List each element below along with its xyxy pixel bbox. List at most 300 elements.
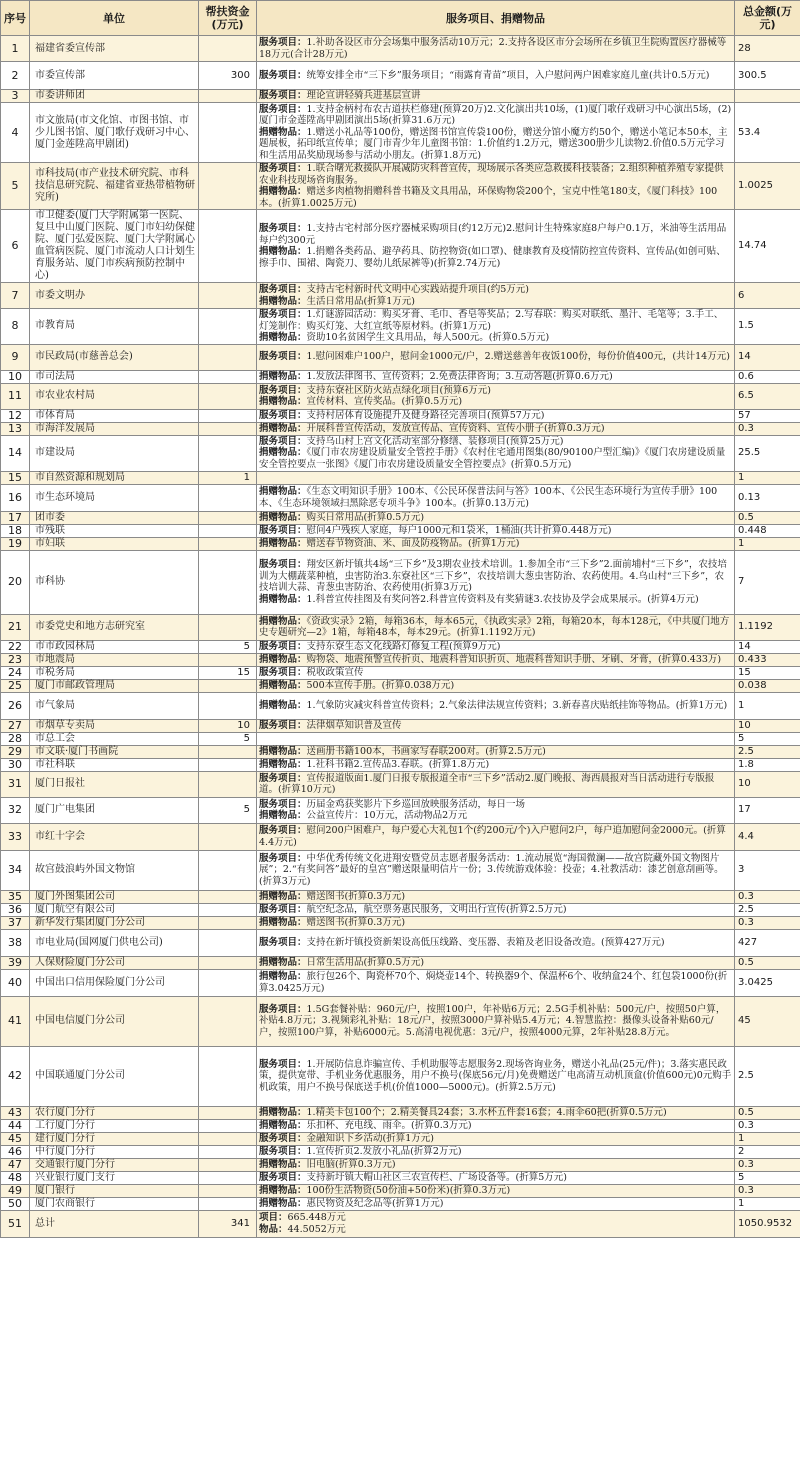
cell-items: 服务项目：1.宣传折页2.发放小礼品(折算2万元) xyxy=(257,1145,735,1158)
cell-total: 57 xyxy=(735,409,800,422)
table-row xyxy=(1,62,800,90)
cell-unit: 市委文明办 xyxy=(30,283,199,309)
cell-unit: 市生态环境局 xyxy=(30,484,199,511)
cell-no: 38 xyxy=(1,929,30,956)
cell-no: 49 xyxy=(1,1184,30,1197)
cell-no: 30 xyxy=(1,758,30,771)
table-row xyxy=(1,1119,800,1132)
table-body xyxy=(1,36,800,1238)
cell-fund xyxy=(199,344,257,370)
cell-fund xyxy=(199,823,257,850)
cell-no: 24 xyxy=(1,666,30,679)
cell-fund: 5 xyxy=(199,732,257,745)
cell-items: 服务项目：支持村居体育设施提升及健身路径完善项目(预算57万元) xyxy=(257,409,735,422)
table-row xyxy=(1,1197,800,1210)
cell-fund xyxy=(199,1119,257,1132)
cell-fund xyxy=(199,745,257,758)
cell-unit: 中行厦门分行 xyxy=(30,1145,199,1158)
cell-no: 15 xyxy=(1,471,30,484)
table-row xyxy=(1,90,800,103)
cell-fund xyxy=(199,956,257,969)
cell-no: 1 xyxy=(1,36,30,62)
cell-fund xyxy=(199,36,257,62)
cell-no: 4 xyxy=(1,103,30,163)
cell-fund xyxy=(199,309,257,345)
cell-total: 15 xyxy=(735,666,800,679)
cell-unit: 市社科联 xyxy=(30,758,199,771)
cell-fund xyxy=(199,903,257,916)
cell-no: 43 xyxy=(1,1106,30,1119)
cell-unit: 团市委 xyxy=(30,511,199,524)
cell-items: 服务项目：支持新圩镇大帽山社区三农宣传栏、广场设备等。(折算5万元) xyxy=(257,1171,735,1184)
cell-unit: 市委宣传部 xyxy=(30,62,199,90)
cell-total: 2.5 xyxy=(735,1046,800,1106)
cell-unit: 市建设局 xyxy=(30,435,199,471)
table-row xyxy=(1,1046,800,1106)
cell-no: 17 xyxy=(1,511,30,524)
cell-fund xyxy=(199,653,257,666)
table-row xyxy=(1,956,800,969)
cell-items: 服务项目：支持在新圩镇投资新架设高低压线路、变压器、表箱及老旧设备改造。(预算427万元) xyxy=(257,929,735,956)
cell-total: 300.5 xyxy=(735,62,800,90)
cell-total: 0.3 xyxy=(735,422,800,435)
cell-unit: 市委党史和地方志研究室 xyxy=(30,614,199,640)
cell-no: 9 xyxy=(1,344,30,370)
table-row xyxy=(1,103,800,163)
cell-no: 20 xyxy=(1,550,30,614)
cell-total: 1 xyxy=(735,1132,800,1145)
cell-total: 25.5 xyxy=(735,435,800,471)
cell-no: 11 xyxy=(1,383,30,409)
cell-unit: 市地震局 xyxy=(30,653,199,666)
cell-fund xyxy=(199,1145,257,1158)
cell-items: 服务项目：慰问4户残疾人家庭，每户1000元和1袋米，1桶油(共计折算0.448万元) xyxy=(257,524,735,537)
cell-fund xyxy=(199,90,257,103)
cell-total: 1.8 xyxy=(735,758,800,771)
cell-no: 7 xyxy=(1,283,30,309)
cell-no: 34 xyxy=(1,850,30,890)
table-row xyxy=(1,679,800,692)
cell-items: 捐赠物品：100份生活物资(50份油+50份米)(折算0.3万元) xyxy=(257,1184,735,1197)
cell-unit: 厦门日报社 xyxy=(30,771,199,797)
cell-no: 48 xyxy=(1,1171,30,1184)
cell-unit: 市烟草专卖局 xyxy=(30,719,199,732)
cell-fund xyxy=(199,1184,257,1197)
cell-fund xyxy=(199,1106,257,1119)
table-row xyxy=(1,383,800,409)
cell-items: 服务项目：支持古宅村新时代文明中心实践站提升项目(约5万元) 捐赠物品：生活日常用品(折算1万元) xyxy=(257,283,735,309)
cell-total: 45 xyxy=(735,996,800,1046)
cell-unit: 市自然资源和规划局 xyxy=(30,471,199,484)
cell-total: 6.5 xyxy=(735,383,800,409)
cell-fund xyxy=(199,1171,257,1184)
cell-unit: 福建省委宣传部 xyxy=(30,36,199,62)
table-row xyxy=(1,1210,800,1237)
cell-unit: 市司法局 xyxy=(30,370,199,383)
cell-fund xyxy=(199,409,257,422)
cell-total: 14 xyxy=(735,344,800,370)
cell-total: 7 xyxy=(735,550,800,614)
cell-unit: 工行厦门分行 xyxy=(30,1119,199,1132)
table-row xyxy=(1,1132,800,1145)
cell-total: 1050.9532 xyxy=(735,1210,800,1237)
table-row xyxy=(1,1184,800,1197)
cell-total: 5 xyxy=(735,732,800,745)
cell-fund xyxy=(199,422,257,435)
cell-items: 服务项目：税收政策宣传 xyxy=(257,666,735,679)
cell-fund: 5 xyxy=(199,797,257,823)
cell-total: 5 xyxy=(735,1171,800,1184)
cell-unit: 市农业农村局 xyxy=(30,383,199,409)
cell-no: 14 xyxy=(1,435,30,471)
cell-no: 42 xyxy=(1,1046,30,1106)
cell-no: 45 xyxy=(1,1132,30,1145)
cell-fund xyxy=(199,537,257,550)
cell-total: 1 xyxy=(735,1197,800,1210)
cell-fund xyxy=(199,210,257,283)
cell-fund xyxy=(199,679,257,692)
cell-total: 0.3 xyxy=(735,1184,800,1197)
table-row xyxy=(1,524,800,537)
cell-fund: 341 xyxy=(199,1210,257,1237)
cell-total: 1.1192 xyxy=(735,614,800,640)
cell-fund: 300 xyxy=(199,62,257,90)
cell-fund xyxy=(199,1046,257,1106)
table-row xyxy=(1,797,800,823)
cell-total: 1 xyxy=(735,471,800,484)
cell-items: 捐赠物品：1.精美卡包100个；2.精美餐具24套；3.水杯五件套16套；4.雨伞60把(折算0.5万元) xyxy=(257,1106,735,1119)
header-fund: 帮扶资金(万元) xyxy=(199,1,257,36)
cell-unit: 市税务局 xyxy=(30,666,199,679)
cell-items: 捐赠物品：《资政实录》2箱，每箱36本，每本65元，《执政实录》2箱，每箱20本，每本128元，《中共厦门地方史专题研究—2》1箱，每箱48本，每本29元。(折算1.1192万元) xyxy=(257,614,735,640)
cell-no: 21 xyxy=(1,614,30,640)
cell-no: 35 xyxy=(1,890,30,903)
cell-fund xyxy=(199,550,257,614)
cell-unit: 市残联 xyxy=(30,524,199,537)
cell-fund: 5 xyxy=(199,640,257,653)
cell-items: 捐赠物品：赠送图书(折算0.3万元) xyxy=(257,890,735,903)
cell-total: 10 xyxy=(735,719,800,732)
cell-items xyxy=(257,732,735,745)
cell-total: 3 xyxy=(735,850,800,890)
cell-unit: 中国电信厦门分公司 xyxy=(30,996,199,1046)
cell-no: 33 xyxy=(1,823,30,850)
table-row xyxy=(1,771,800,797)
table-row xyxy=(1,916,800,929)
table-row xyxy=(1,537,800,550)
cell-items: 服务项目：翔安区新圩镇共4场“三下乡”及3期农业技术培训。1.参加全市“三下乡”2.面前埔村“三下乡”，农技培训为大棚蔬菜种植，虫害防治3.东寮社区“三下乡”，农技培训大葱虫害防治、农药使用。4.乌山村“三下乡”，农技培训大蒜、青葱虫害防治、农药使用(折算3万元) 捐赠物品：1.科普宣传挂图及有奖问答2.科普宣传资料及有奖猜谜3.农技协及学会成果展示。(折算4万元) xyxy=(257,550,735,614)
cell-total: 17 xyxy=(735,797,800,823)
cell-fund: 10 xyxy=(199,719,257,732)
cell-no: 2 xyxy=(1,62,30,90)
cell-total: 14 xyxy=(735,640,800,653)
table-row xyxy=(1,850,800,890)
cell-items: 捐赠物品：惠民物资及纪念品等(折算1万元) xyxy=(257,1197,735,1210)
table-row xyxy=(1,732,800,745)
table-row xyxy=(1,614,800,640)
cell-total: 427 xyxy=(735,929,800,956)
cell-fund xyxy=(199,758,257,771)
cell-no: 51 xyxy=(1,1210,30,1237)
cell-items: 服务项目：支持东寮社区防火站点绿化项目(预算6万元) 捐赠物品：宣传材料、宣传奖品。(折算0.5万元) xyxy=(257,383,735,409)
cell-total: 0.3 xyxy=(735,1158,800,1171)
table-row xyxy=(1,996,800,1046)
cell-fund xyxy=(199,916,257,929)
cell-unit: 市科协 xyxy=(30,550,199,614)
cell-total: 0.3 xyxy=(735,890,800,903)
cell-items: 服务项目：1.联合曙光救援队开展减防灾科普宣传，现场展示各类应急救援科技装备；2.组织种植养殖专家提供农业科技现场咨询服务。 捐赠物品：赠送多肉植物捐赠科普书籍及文具用品，环保购物袋200个，宝克中性笔180支，《厦门科技》100本。(折算1.0025万元) xyxy=(257,163,735,210)
cell-total: 0.433 xyxy=(735,653,800,666)
cell-items: 服务项目：宣传报道版面1.厦门日报专版报道全市“三下乡”活动2.厦门晚报、海西晨报对当日活动进行专版报道。(折算10万元) xyxy=(257,771,735,797)
cell-no: 37 xyxy=(1,916,30,929)
table-row xyxy=(1,692,800,719)
cell-unit: 市总工会 xyxy=(30,732,199,745)
table-row xyxy=(1,309,800,345)
cell-no: 31 xyxy=(1,771,30,797)
table-row xyxy=(1,758,800,771)
cell-no: 16 xyxy=(1,484,30,511)
table-row xyxy=(1,370,800,383)
cell-fund xyxy=(199,283,257,309)
cell-items: 捐赠物品：赠送春节物资油、米、面及防疫物品。(折算1万元) xyxy=(257,537,735,550)
cell-total: 4.4 xyxy=(735,823,800,850)
cell-fund xyxy=(199,435,257,471)
cell-no: 3 xyxy=(1,90,30,103)
cell-items: 服务项目：慰问200户困难户，每户爱心大礼包1个(约200元/个)入户慰问2户，每户追加慰问金2000元。(折算4.4万元) xyxy=(257,823,735,850)
cell-no: 18 xyxy=(1,524,30,537)
cell-unit: 农行厦门分行 xyxy=(30,1106,199,1119)
table-row xyxy=(1,1106,800,1119)
cell-no: 46 xyxy=(1,1145,30,1158)
cell-no: 47 xyxy=(1,1158,30,1171)
header-no: 序号 xyxy=(1,1,30,36)
table-row xyxy=(1,823,800,850)
cell-unit: 市妇联 xyxy=(30,537,199,550)
cell-items: 服务项目：金融知识下乡活动(折算1万元) xyxy=(257,1132,735,1145)
cell-total: 0.038 xyxy=(735,679,800,692)
table-row xyxy=(1,903,800,916)
cell-items: 捐赠物品：1.气象防灾减灾科普宣传资料；2.气象法律法规宣传资料；3.新春喜庆贴纸挂饰等物品。(折算1万元) xyxy=(257,692,735,719)
cell-fund: 15 xyxy=(199,666,257,679)
table-row xyxy=(1,409,800,422)
table-row xyxy=(1,1171,800,1184)
cell-total: 53.4 xyxy=(735,103,800,163)
cell-fund xyxy=(199,103,257,163)
cell-items: 捐赠物品：购买日常用品(折算0.5万元) xyxy=(257,511,735,524)
cell-total: 3.0425 xyxy=(735,969,800,996)
table-row xyxy=(1,745,800,758)
cell-unit: 故宫鼓浪屿外国文物馆 xyxy=(30,850,199,890)
cell-unit: 总计 xyxy=(30,1210,199,1237)
cell-unit: 厦门农商银行 xyxy=(30,1197,199,1210)
cell-unit: 中国联通厦门分公司 xyxy=(30,1046,199,1106)
cell-total: 2 xyxy=(735,1145,800,1158)
cell-no: 12 xyxy=(1,409,30,422)
cell-no: 40 xyxy=(1,969,30,996)
cell-total: 0.13 xyxy=(735,484,800,511)
table-row xyxy=(1,210,800,283)
cell-unit: 市文旅局(市文化馆、市图书馆、市少儿图书馆、厦门歌仔戏研习中心、厦门金莲陞高甲剧团) xyxy=(30,103,199,163)
cell-items: 捐赠物品：日常生活用品(折算0.5万元) xyxy=(257,956,735,969)
cell-total: 0.6 xyxy=(735,370,800,383)
cell-items: 服务项目：支持东寮生态文化线路灯修复工程(预算9万元) xyxy=(257,640,735,653)
cell-items: 服务项目：中华优秀传统文化进翔安暨党员志愿者服务活动：1.流动展览“海国微澜——故宫院藏外国文物图片展”；2.“有奖问答”最好的皇宫”赠送限量明信片一份；3.传统游戏体验：投壶；4.社教活动：漆艺创意刮画等。(折算3万元) xyxy=(257,850,735,890)
table-row xyxy=(1,653,800,666)
cell-total: 1 xyxy=(735,537,800,550)
cell-unit: 市教育局 xyxy=(30,309,199,345)
table-row xyxy=(1,471,800,484)
cell-items: 捐赠物品：旧电脑(折算0.3万元) xyxy=(257,1158,735,1171)
cell-fund xyxy=(199,850,257,890)
cell-fund xyxy=(199,484,257,511)
cell-fund xyxy=(199,524,257,537)
cell-total: 0.5 xyxy=(735,511,800,524)
cell-no: 32 xyxy=(1,797,30,823)
table-row xyxy=(1,484,800,511)
table-row xyxy=(1,640,800,653)
table-row xyxy=(1,36,800,62)
cell-unit: 厦门广电集团 xyxy=(30,797,199,823)
cell-items: 服务项目：统筹安排全市“三下乡”服务项目；“雨露育青苗”项目，入户慰问两户困难家庭儿童(共计0.5万元) xyxy=(257,62,735,90)
table-row xyxy=(1,929,800,956)
cell-total: 0.3 xyxy=(735,916,800,929)
cell-unit: 厦门航空有限公司 xyxy=(30,903,199,916)
cell-no: 50 xyxy=(1,1197,30,1210)
cell-items: 项目：665.448万元 物品：44.5052万元 xyxy=(257,1210,735,1237)
cell-fund xyxy=(199,163,257,210)
cell-fund xyxy=(199,996,257,1046)
table-row xyxy=(1,719,800,732)
cell-total: 0.5 xyxy=(735,1106,800,1119)
header-total: 总金额(万元) xyxy=(735,1,800,36)
cell-unit: 市文联·厦门书画院 xyxy=(30,745,199,758)
cell-unit: 市卫健委(厦门大学附属第一医院、复旦中山厦门医院、厦门市妇幼保健院、厦门弘爱医院、厦门大学附属心血管病医院、厦门市流动人口计划生育服务站、厦门市疾病预防控制中心) xyxy=(30,210,199,283)
table-row xyxy=(1,422,800,435)
cell-total: 14.74 xyxy=(735,210,800,283)
cell-total: 0.448 xyxy=(735,524,800,537)
cell-unit: 兴业银行厦门支行 xyxy=(30,1171,199,1184)
header-unit: 单位 xyxy=(30,1,199,36)
table-row xyxy=(1,344,800,370)
table-header xyxy=(1,1,800,36)
cell-items: 服务项目：理论宣讲轻骑兵进基层宣讲 xyxy=(257,90,735,103)
cell-no: 23 xyxy=(1,653,30,666)
cell-no: 39 xyxy=(1,956,30,969)
table-row xyxy=(1,1145,800,1158)
cell-fund: 1 xyxy=(199,471,257,484)
cell-unit: 建行厦门分行 xyxy=(30,1132,199,1145)
cell-total: 2.5 xyxy=(735,745,800,758)
cell-items: 服务项目：1.支持金柄村布农古道扶栏修建(预算20万)2.文化演出共10场，(1)厦门歌仔戏研习中心演出5场，(2)厦门市金莲陞高甲剧团演出5场(折算31.6万元) 捐赠物品：1.赠送小礼品等100份，赠送图书馆宣传袋100份，赠送分馆小魔方约50个，赠送小笔记本50本，主题展板，拓印纸宣传单；厦门市青少年儿童图书馆：1.价值约1.2万元，赠送300册少儿读物2.价值0.5万元学习和生活用品奖励现场参与活动小朋友。(折算1.8万元) xyxy=(257,103,735,163)
cell-total: 1 xyxy=(735,692,800,719)
cell-total: 0.5 xyxy=(735,956,800,969)
cell-items xyxy=(257,471,735,484)
cell-unit: 中国出口信用保险厦门分公司 xyxy=(30,969,199,996)
cell-total: 10 xyxy=(735,771,800,797)
table-row xyxy=(1,435,800,471)
cell-items: 服务项目：1.支持古宅村部分医疗器械采购项目(约12万元)2.慰问计生特殊家庭8户每户0.1万，米油等生活用品每户约300元 捐赠物品：1.捐赠各类药品、避孕药具、防控物资(如口罩)、健康教育及疫情防控宣传资料、宣传品(如创可贴、擦手巾、围裙、陶瓷刀、婴幼儿纸尿裤等)(折算2.74万元) xyxy=(257,210,735,283)
table-row xyxy=(1,666,800,679)
cell-unit: 新华发行集团厦门分公司 xyxy=(30,916,199,929)
cell-total xyxy=(735,90,800,103)
table-row xyxy=(1,163,800,210)
cell-unit: 厦门外图集团公司 xyxy=(30,890,199,903)
cell-total: 1.5 xyxy=(735,309,800,345)
cell-items: 服务项目：法律烟草知识普及宣传 xyxy=(257,719,735,732)
cell-fund xyxy=(199,969,257,996)
cell-items: 捐赠物品：送画册书籍100本，书画家写春联200对。(折算2.5万元) xyxy=(257,745,735,758)
cell-items: 捐赠物品：500本宣传手册。(折算0.038万元) xyxy=(257,679,735,692)
cell-unit: 市民政局(市慈善总会) xyxy=(30,344,199,370)
cell-fund xyxy=(199,1197,257,1210)
cell-unit: 厦门银行 xyxy=(30,1184,199,1197)
cell-items: 服务项目：1.5G套餐补贴：960元/户，按照100户，年补贴6万元；2.5G手机补贴：500元/户，按照50户算，补贴4.8万元；3.视频彩礼补贴：18元/户，按照3000户算补贴5.4万元；4.智慧监控：摄像头设备补贴60元/户，按照100户算，补贴6000元。5.高清电视优惠：3元/户，按照4000元算，2年补贴28.8万元。 xyxy=(257,996,735,1046)
cell-items: 服务项目：1.灯谜游园活动：购买牙膏、毛巾、香皂等奖品；2.写春联：购买对联纸、墨汁、毛笔等；3.手工、灯笼制作：购买灯笼、大红宣纸等原材料。(折算1万元) 捐赠物品：资助10名贫困学生文具用品，每人500元。(折算0.5万元) xyxy=(257,309,735,345)
table-row xyxy=(1,550,800,614)
cell-unit: 市气象局 xyxy=(30,692,199,719)
cell-unit: 市委讲师团 xyxy=(30,90,199,103)
cell-items: 服务项目：1.开展防信息诈骗宣传、手机助服等志愿服务2.现场咨询业务，赠送小礼品(25元/件)；3.落实惠民政策，提供宽带、手机业务优惠服务，用户不换号(保底56元/月)免费赠送广电高清互动机顶盒(价值600元)0元购手机政策，用户不换号保底送手机(价值1000—5000元)。(折算2.5万元) xyxy=(257,1046,735,1106)
cell-unit: 市海洋发展局 xyxy=(30,422,199,435)
cell-items: 服务项目：1.补助各设区市分会场集中服务活动10万元；2.支持各设区市分会场所在乡镇卫生院购置医疗器械等18万元(合计28万元) xyxy=(257,36,735,62)
cell-fund xyxy=(199,1158,257,1171)
cell-items: 捐赠物品：1.社科书籍2.宣传品3.春联。(折算1.8万元) xyxy=(257,758,735,771)
cell-no: 28 xyxy=(1,732,30,745)
cell-no: 10 xyxy=(1,370,30,383)
cell-items: 捐赠物品：购物袋、地震预警宣传折页、地震科普知识折页、地震科普知识手册、牙刷、牙膏，(折算0.433万) xyxy=(257,653,735,666)
table-row xyxy=(1,969,800,996)
cell-no: 44 xyxy=(1,1119,30,1132)
cell-fund xyxy=(199,771,257,797)
cell-total: 1.0025 xyxy=(735,163,800,210)
cell-no: 8 xyxy=(1,309,30,345)
cell-no: 41 xyxy=(1,996,30,1046)
cell-fund xyxy=(199,890,257,903)
header-items: 服务项目、捐赠物品 xyxy=(257,1,735,36)
cell-unit: 市体育局 xyxy=(30,409,199,422)
cell-items: 服务项目：1.慰问困难户100户，慰问金1000元/户，2.赠送慈善年夜饭100份，每份价值400元，(共计14万元) xyxy=(257,344,735,370)
cell-fund xyxy=(199,1132,257,1145)
cell-items: 捐赠物品：《生态文明知识手册》100本、《公民环保普法问与答》100本、《公民生态环境行为宣传手册》100本、《生态环境领域扫黑除恶专项斗争》100本。(折算0.13万元) xyxy=(257,484,735,511)
cell-items: 服务项目：历届金鸡获奖影片下乡巡回放映服务活动，每日一场 捐赠物品：公益宣传片：10万元，活动物品2万元 xyxy=(257,797,735,823)
cell-items: 捐赠物品：开展科普宣传活动，发放宣传品、宣传资料、宣传小册子(折算0.3万元) xyxy=(257,422,735,435)
table-row xyxy=(1,283,800,309)
cell-no: 5 xyxy=(1,163,30,210)
cell-unit: 市科技局(市产业技术研究院、市科技信息研究院、福建省亚热带植物研究所) xyxy=(30,163,199,210)
cell-no: 13 xyxy=(1,422,30,435)
cell-total: 6 xyxy=(735,283,800,309)
cell-unit: 市红十字会 xyxy=(30,823,199,850)
cell-fund xyxy=(199,929,257,956)
cell-no: 26 xyxy=(1,692,30,719)
table-row xyxy=(1,511,800,524)
cell-no: 19 xyxy=(1,537,30,550)
cell-unit: 市市政园林局 xyxy=(30,640,199,653)
cell-fund xyxy=(199,383,257,409)
cell-fund xyxy=(199,692,257,719)
cell-no: 6 xyxy=(1,210,30,283)
cell-unit: 人保财险厦门分公司 xyxy=(30,956,199,969)
cell-total: 28 xyxy=(735,36,800,62)
cell-total: 0.3 xyxy=(735,1119,800,1132)
cell-total: 2.5 xyxy=(735,903,800,916)
cell-items: 捐赠物品：1.发放法律图书、宣传资料；2.免费法律咨询；3.互动答题(折算0.6万元) xyxy=(257,370,735,383)
cell-no: 29 xyxy=(1,745,30,758)
cell-unit: 交通银行厦门分行 xyxy=(30,1158,199,1171)
cell-items: 服务项目：航空纪念品，航空票务惠民服务，文明出行宣传(折算2.5万元) xyxy=(257,903,735,916)
cell-no: 22 xyxy=(1,640,30,653)
cell-items: 捐赠物品：乐扣杯、充电线、雨伞。(折算0.3万元) xyxy=(257,1119,735,1132)
